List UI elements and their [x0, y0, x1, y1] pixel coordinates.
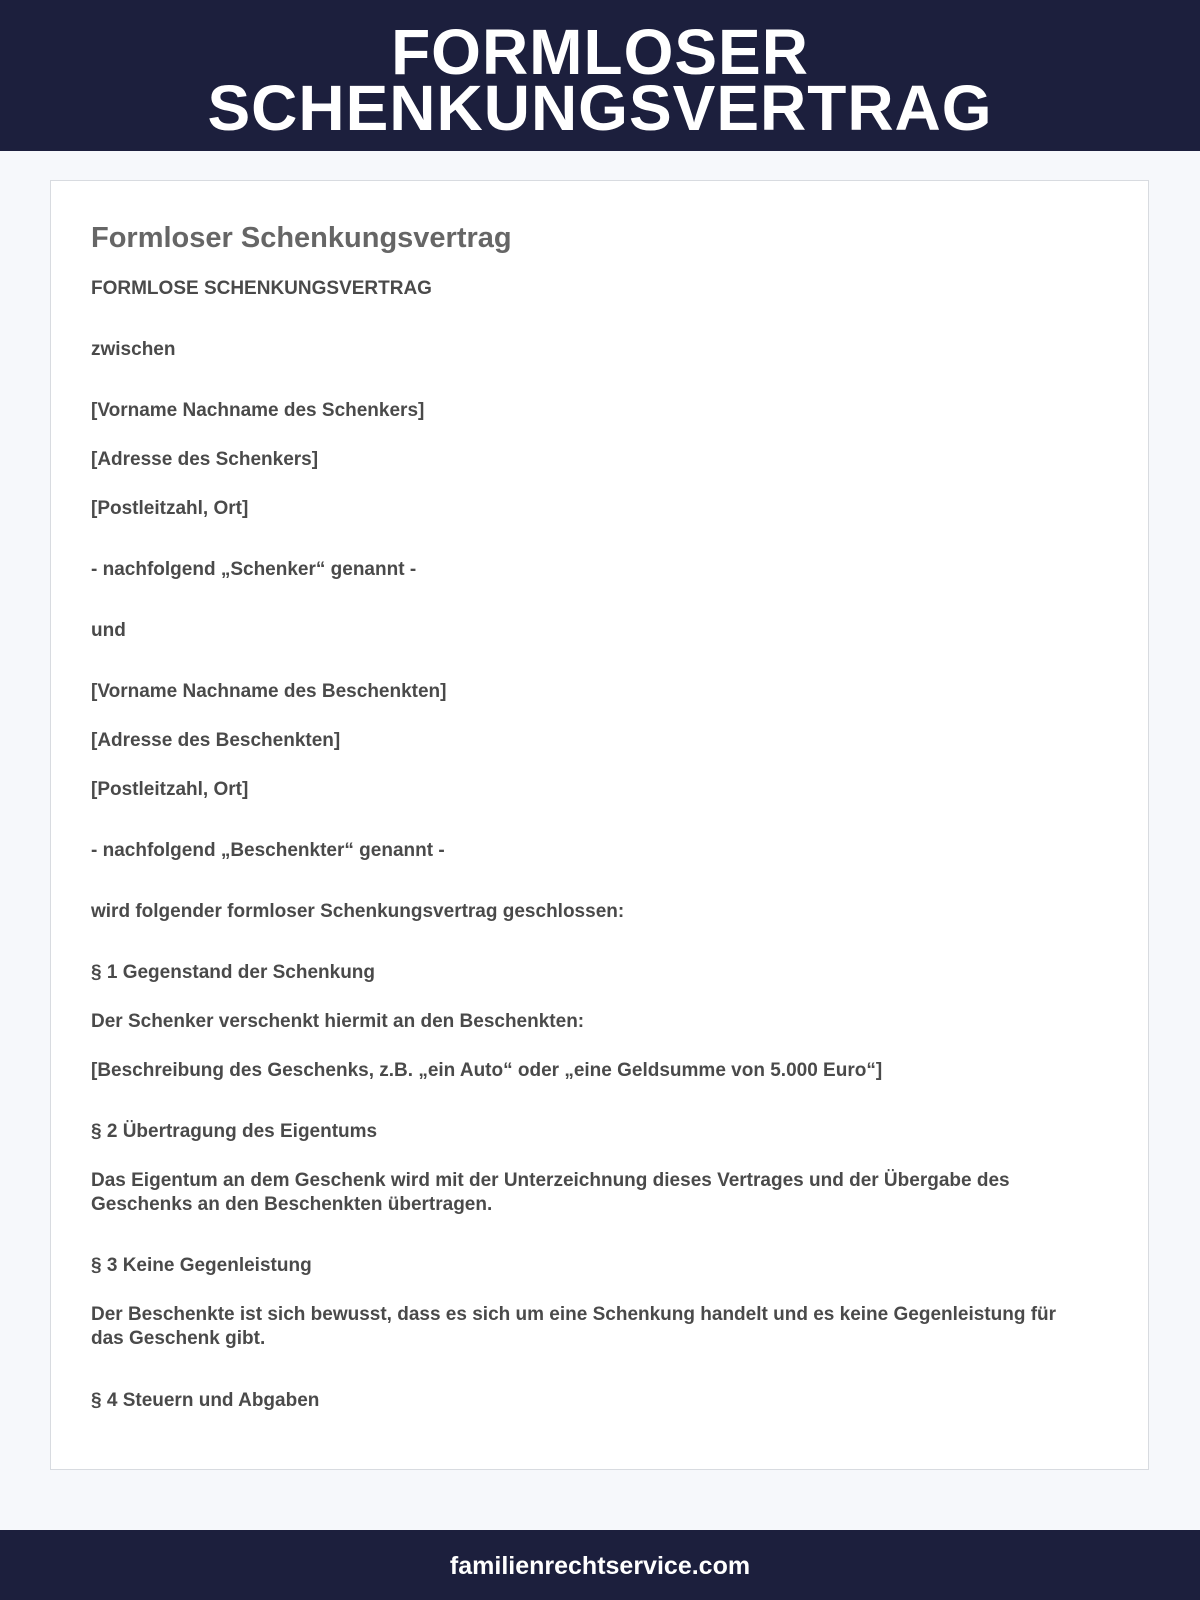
footer-banner — [0, 1530, 1200, 1600]
footer-site-name: familienrechtservice.com — [449, 1552, 751, 1580]
recipient-city: [Postleitzahl, Ort] — [91, 779, 249, 800]
section-1-heading: § 1 Gegenstand der Schenkung — [91, 962, 376, 983]
document-body — [91, 221, 1091, 1411]
section-4-heading: § 4 Steuern und Abgaben — [91, 1390, 320, 1411]
and-text: und — [91, 620, 126, 641]
banner-title — [0, 0, 1200, 144]
contract-title: FORMLOSE SCHENKUNGSVERTRAG — [91, 278, 432, 299]
document-heading: Formloser Schenkungsvertrag — [91, 222, 512, 254]
section-3-heading: § 3 Keine Gegenleistung — [91, 1255, 312, 1276]
donor-city: [Postleitzahl, Ort] — [91, 498, 249, 519]
section-1-text: Der Schenker verschenkt hiermit an den Beschenkten: — [91, 1011, 585, 1032]
banner-title-line-2: SCHENKUNGSVERTRAG — [207, 72, 993, 144]
between-text: zwischen — [91, 339, 176, 360]
donor-designation: - nachfolgend „Schenker“ genannt - — [91, 559, 417, 580]
contract-intro: wird folgender formloser Schenkungsvertrag geschlossen: — [91, 901, 625, 922]
donor-name: [Vorname Nachname des Schenkers] — [91, 400, 425, 421]
recipient-designation: - nachfolgend „Beschenkter“ genannt - — [91, 840, 445, 861]
section-2-text: Das Eigentum an dem Geschenk wird mit der Unterzeichnung dieses Vertrages und der Übergabe des Geschenks an den Beschenkten übertragen. — [91, 1170, 1010, 1215]
recipient-name: [Vorname Nachname des Beschenkten] — [91, 681, 447, 702]
recipient-address: [Adresse des Beschenkten] — [91, 730, 341, 751]
title-banner — [0, 0, 1200, 151]
donor-address: [Adresse des Schenkers] — [91, 449, 319, 470]
document-card — [50, 180, 1149, 1470]
section-2-heading: § 2 Übertragung des Eigentums — [91, 1121, 378, 1142]
section-3-text: Der Beschenkte ist sich bewusst, dass es sich um eine Schenkung handelt und es keine Gegenleistung für das Geschenk gibt. — [91, 1304, 1057, 1349]
gift-description: [Beschreibung des Geschenks, z.B. „ein Auto“ oder „eine Geldsumme von 5.000 Euro“] — [91, 1060, 883, 1081]
banner-title-line-1: FORMLOSER — [391, 16, 809, 88]
